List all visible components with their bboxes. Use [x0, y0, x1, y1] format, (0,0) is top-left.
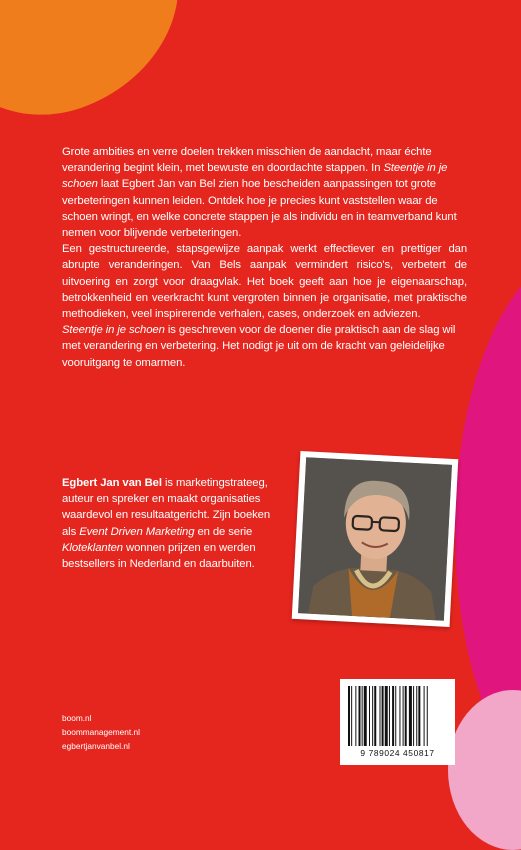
website-links — [62, 711, 140, 753]
blurb-paragraph-3: Steentje in je schoen is geschreven voor de doener die praktisch aan de slag wil met verandering en verbetering. Het nodigt je uit om de kracht van geleidelijke vooruitgang te omarmen. — [62, 322, 467, 371]
book-title: Steentje in je schoen — [62, 162, 447, 190]
orange-shape — [0, 0, 212, 146]
blurb-paragraph-2: Een gestructureerde, stapsgewijze aanpak werkt effectiever en prettiger dan abrupte veranderingen. Van Bels aanpak vermindert risico's, verbetert de uitvoering en zorgt voor draagvlak. Het boek geeft aan hoe je eigenaarschap, betrokkenheid en veerkracht kunt vergroten binnen je organisatie, met praktische methodieken, veel inspirerende verhalen, cases, onderzoek en adviezen. — [62, 241, 467, 322]
blurb-paragraph-1: Grote ambities en verre doelen trekken misschien de aandacht, maar échte verandering begint klein, met bewuste en doordachte stappen. In Steentje in je schoen laat Egbert Jan van Bel zien hoe bescheiden aanpassingen tot grote verbeteringen kunnen leiden. Ontdek hoe je precies kunt vaststellen waar de schoen wringt, en welke concrete stappen je als individu en in teamverband kunt nemen voor blijvende verbeteringen. — [62, 144, 467, 241]
link-boom[interactable]: boom.nl — [62, 711, 140, 725]
author-photo-frame — [292, 451, 459, 627]
author-name: Egbert Jan van Bel — [62, 477, 162, 489]
author-bio: Egbert Jan van Bel is marketingstrateeg, auteur en spreker en maakt organisaties waardevol en resultaatgericht. Zijn boeken als Event Driven Marketing en de serie Kloteklanten wonnen prijzen en werden bestsellers in Nederland en daarbuiten. — [62, 475, 287, 572]
back-cover-blurb — [62, 144, 467, 371]
link-egbertjanvanbel[interactable]: egbertjanvanbel.nl — [62, 739, 140, 753]
author-portrait-icon — [298, 457, 452, 620]
book-title: Event Driven Marketing — [79, 526, 194, 538]
isbn-barcode — [340, 679, 455, 765]
link-boommanagement[interactable]: boommanagement.nl — [62, 725, 140, 739]
pink-shape — [448, 690, 521, 850]
book-title: Kloteklanten — [62, 542, 123, 554]
barcode-icon — [348, 686, 447, 746]
book-title: Steentje in je schoen — [62, 324, 165, 336]
isbn-number: 9 789024 450817 — [340, 748, 455, 758]
